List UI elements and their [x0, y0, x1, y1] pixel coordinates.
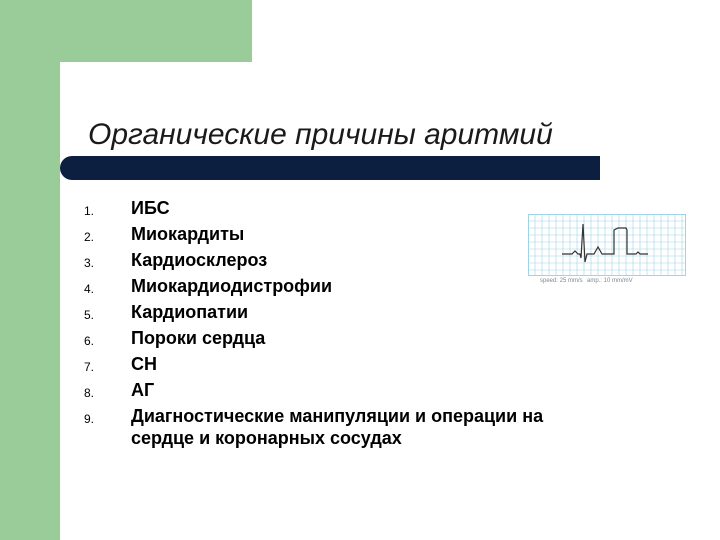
list-text: Кардиосклероз	[131, 250, 268, 270]
list-number: 7.	[84, 360, 95, 374]
list-number: 2.	[84, 230, 95, 244]
list-text: Миокардиты	[131, 224, 245, 244]
slide-title: Органические причины аритмий	[88, 118, 553, 151]
list-text: Миокардиодистрофии	[131, 276, 333, 296]
title-underline-bar	[60, 156, 600, 180]
ecg-amplitude-caption: amp.: 10 mm/mV	[587, 278, 633, 284]
list-text: Кардиопатии	[131, 302, 249, 322]
list-number: 5.	[84, 308, 95, 322]
list-number: 3.	[84, 256, 95, 270]
ecg-speed-caption: speed: 25 mm/s	[540, 278, 583, 284]
list-number: 1.	[84, 204, 95, 218]
list-number: 6.	[84, 334, 95, 348]
list-number: 8.	[84, 386, 95, 400]
ecg-strip-image	[528, 214, 686, 276]
rounded-corner	[60, 62, 120, 122]
list-text: Диагностические манипуляции и операции на сердце и коронарных сосудах	[131, 406, 544, 448]
list-text: СН	[131, 354, 157, 374]
list-number: 4.	[84, 282, 95, 296]
list-text: ИБС	[131, 198, 170, 218]
green-accent-left	[0, 0, 60, 540]
list-number: 9.	[84, 412, 95, 426]
list-text: Пороки сердца	[131, 328, 266, 348]
ecg-background	[528, 214, 686, 276]
list-text: АГ	[131, 380, 155, 400]
